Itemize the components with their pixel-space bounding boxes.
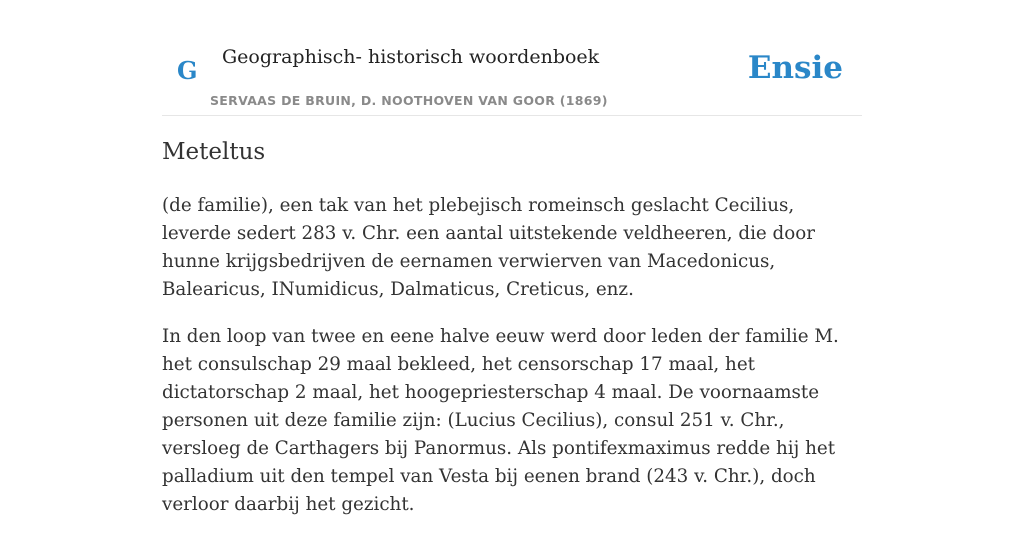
entry-paragraph: In den loop van twee en eene halve eeuw werd door leden der familie M. het consulschap 29 maal bekleed, het censorschap 17 maal, het dictatorschap 2 maal, het hoogepriesterschap 4 maal. De voornaamste personen uit deze familie zijn: (Lucius Cecilius), consul 251 v. Chr., versloeg de Carthagers bij Panormus. Als pontifexmaximus redde hij het palladium uit den tempel van Vesta bij eenen brand (243 v. Chr.), doch verloor daarbij het gezicht. bbox=[162, 326, 839, 515]
book-title[interactable]: Geographisch- historisch woordenboek bbox=[222, 46, 600, 68]
entry-body bbox=[162, 192, 866, 538]
page bbox=[162, 0, 862, 515]
brand-logo-link[interactable]: Ensie bbox=[747, 50, 843, 86]
book-author: SERVAAS DE BRUIN, D. NOOTHOVEN VAN GOOR (1869) bbox=[210, 93, 608, 108]
header bbox=[162, 40, 862, 116]
book-logo-icon[interactable]: G bbox=[177, 56, 198, 85]
entry-paragraph: (de familie), een tak van het plebejisch romeinsch geslacht Cecilius, leverde sedert 283 v. Chr. een aantal uitstekende veldheeren, die door hunne krijgsbedrijven de eernamen verwierven van Macedonicus, Balearicus, INumidicus, Dalmaticus, Creticus, enz. bbox=[162, 195, 816, 300]
entry-title: Meteltus bbox=[162, 139, 266, 165]
